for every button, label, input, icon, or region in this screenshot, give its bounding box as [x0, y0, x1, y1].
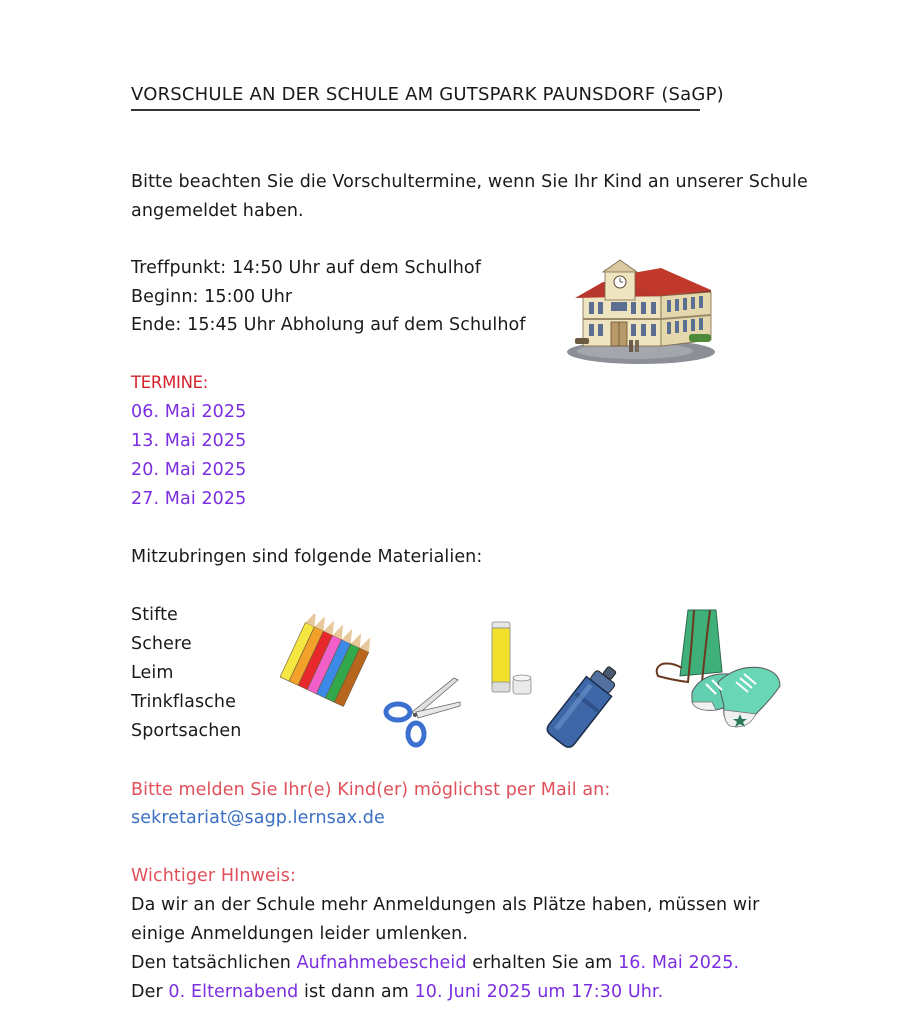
- notice-heading: Wichtiger HInweis:: [131, 866, 297, 886]
- material-item-stifte: Stifte: [131, 605, 178, 625]
- title-underline: [131, 109, 700, 111]
- material-item-trinkflasche: Trinkflasche: [131, 692, 236, 712]
- scissors-icon: [382, 676, 462, 748]
- notice-line-2: einige Anmeldungen leider umlenken.: [131, 924, 468, 944]
- notice-line-3: [131, 952, 739, 974]
- termine-heading: TERMINE:: [131, 373, 208, 392]
- notice-line-4-text-c: ist dann am: [298, 982, 415, 1002]
- elternabend-highlight: 0. Elternabend: [168, 982, 299, 1002]
- ende-label: Ende: 15:45 Uhr: [131, 315, 276, 335]
- aufnahmebescheid-date: 16. Mai 2025.: [618, 953, 740, 973]
- aufnahmebescheid-highlight: Aufnahmebescheid: [296, 953, 467, 973]
- material-item-sportsachen: Sportsachen: [131, 721, 242, 741]
- elternabend-date: 10. Juni 2025 um 17:30 Uhr.: [414, 982, 664, 1002]
- colored-pencils-icon: [280, 614, 376, 714]
- notice-line-3-text-a: Den tatsächlichen: [131, 953, 297, 973]
- materials-heading: Mitzubringen sind folgende Materialien:: [131, 547, 483, 567]
- schedule-beginn: Beginn: 15:00 Uhr: [131, 287, 293, 307]
- schedule-ende: [131, 314, 526, 336]
- intro-line-1: Bitte beachten Sie die Vorschultermine, wenn Sie Ihr Kind an unserer Schule: [131, 172, 808, 192]
- treffpunkt-label: Treffpunkt: 14:50 Uhr: [131, 258, 320, 278]
- email-link[interactable]: sekretariat@sagp.lernsax.de: [131, 808, 385, 828]
- notice-line-4: [131, 981, 663, 1003]
- glue-stick-icon: [488, 620, 534, 700]
- material-item-schere: Schere: [131, 634, 192, 654]
- water-bottle-icon: [544, 660, 626, 752]
- termin-date-1: 06. Mai 2025: [131, 402, 247, 422]
- intro-line-2: angemeldet haben.: [131, 201, 304, 221]
- notice-line-1: Da wir an der Schule mehr Anmeldungen als Plätze haben, müssen wir: [131, 895, 760, 915]
- termin-date-4: 27. Mai 2025: [131, 489, 247, 509]
- schedule-treffpunkt: [131, 257, 481, 279]
- mail-request-text: Bitte melden Sie Ihr(e) Kind(er) möglichst per Mail an:: [131, 780, 611, 800]
- sports-bag-shoes-icon: [652, 602, 788, 738]
- ende-pickup: Abholung auf dem Schulhof: [275, 315, 526, 335]
- treffpunkt-location: auf dem Schulhof: [319, 258, 481, 278]
- notice-line-3-text-c: erhalten Sie am: [466, 953, 619, 973]
- notice-line-4-text-a: Der: [131, 982, 169, 1002]
- document-title: VORSCHULE AN DER SCHULE AM GUTSPARK PAUNSDORF (SaGP): [131, 84, 724, 105]
- termin-date-3: 20. Mai 2025: [131, 460, 247, 480]
- termin-date-2: 13. Mai 2025: [131, 431, 247, 451]
- school-building-icon: [565, 256, 717, 368]
- material-item-leim: Leim: [131, 663, 174, 683]
